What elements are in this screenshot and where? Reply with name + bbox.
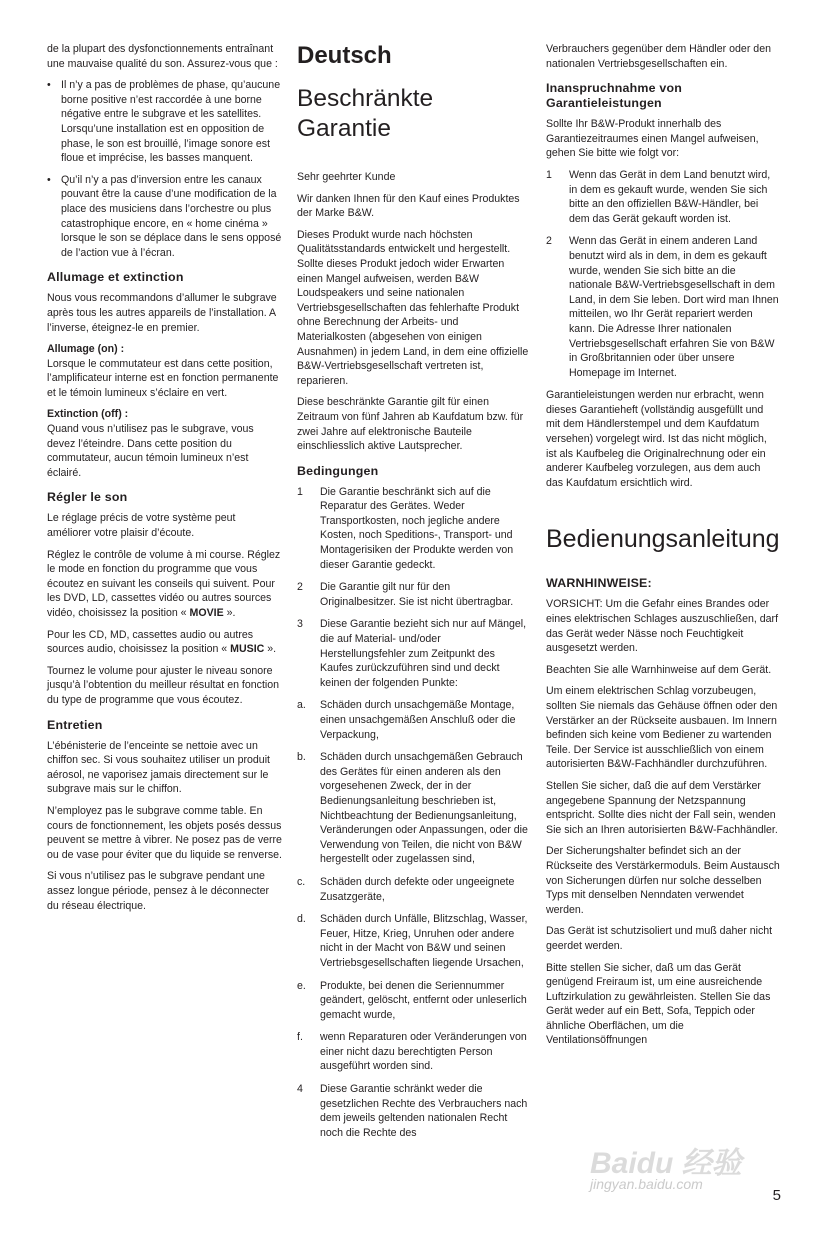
list-item: 1 Wenn das Gerät in dem Land benutzt wird, in dem es gekauft wurde, wenden Sie sich bitte an den offiziellen B&W-Händler, bei dem das Gerät gekauft worden ist. xyxy=(546,168,771,225)
paragraph: Bitte stellen Sie sicher, daß um das Gerät genügend Freiraum ist, um eine ausreichende Luftzirkulation zu gewährleisten. Stellen Sie das Gerät weder auf ein Bett, Sofa, Teppich oder ähnliche Oberflächen, um die Ventilationsöffnungen xyxy=(546,961,771,1047)
page-number: 5 xyxy=(772,1187,781,1204)
page-title: Beschränkte Garantie xyxy=(297,85,434,142)
greeting: Sehr geehrter Kunde xyxy=(297,171,396,183)
list-item: c. Schäden durch defekte oder ungeeignete Zusatzgeräte, xyxy=(297,875,515,903)
paragraph: Sollte Ihr B&W-Produkt innerhalb des Garantiezeitraumes einen Mangel aufweisen, gehen Sie bitte wie folgt vor: xyxy=(546,118,759,160)
paragraph: Der Sicherungshalter befindet sich an der Rückseite des Verstärkermoduls. Beim Austausch von Sicherungen dürfen nur solche desselben Typs mit denselben Nenndaten verwendet werden. xyxy=(546,845,780,916)
paragraph-off: Extinction (off) : Quand vous n’utilisez pas le subgrave, vous devez l’éteindre. Dans cette position du commutateur, aucun témoin lumineux n’est éclairé. xyxy=(47,407,282,480)
intro-paragraph: de la plupart des dysfonctionnements entraînant une mauvaise qualité du son. Assurez-vous que : xyxy=(47,43,278,70)
list-item: 3 Diese Garantie bezieht sich nur auf Mängel, die auf Material- und/oder Herstellungsfehler zum Zeitpunkt des Kaufes zurückzuführen sind und deckt keinen der folgenden Punkte: xyxy=(297,618,527,689)
heading-regler: Régler le son xyxy=(47,490,128,505)
paragraph: Tournez le volume pour ajuster le niveau sonore jusqu’à l’obtention du meilleur résultat en fonction du type de programme que vous écoutez. xyxy=(47,664,280,706)
list-item: f. wenn Reparaturen oder Veränderungen von einer nicht dazu berechtigten Person ausgeführt worden sind. xyxy=(297,1031,527,1073)
bullet-icon: • xyxy=(47,79,51,92)
paragraph: Beachten Sie alle Warnhinweise auf dem Gerät. xyxy=(546,663,772,676)
paragraph: Diese beschränkte Garantie gilt für einen Zeitraum von fünf Jahren ab Kaufdatum bzw. für zwei Jahre auf elektronische Bauteile einschliesslich aktive Lautsprecher. xyxy=(297,396,524,453)
paragraph: Dieses Produkt wurde nach höchsten Qualitätsstandards entwickelt und hergestellt. Sollte dieses Produkt jedoch wider Erwarten einen Mangel aufweisen, werden B&W Loudspeakers und seine nationalen Vertriebsgesellschaften das fehlerhafte Produkt ohne Berechnung der Arbeits- und Materialkosten (abgesehen von einigen Ausnahmen) in jedem Land, in dem eine offizielle B&W-Vertriebsgesellschaft vertreten ist, reparieren. xyxy=(297,228,529,387)
paragraph: L’ébénisterie de l’enceinte se nettoie avec un chiffon sec. Si vous souhaitez utiliser un produit aérosol, ne vaporisez jamais directement sur le subgrave mais sur le chiffon. xyxy=(47,739,270,796)
heading-warnhinweise: WARNHINWEISE: xyxy=(546,576,652,591)
conditions-list xyxy=(297,485,529,1141)
bullet-icon: • xyxy=(47,173,51,186)
list-item: • Il n’y a pas de problèmes de phase, qu’aucune borne positive n’est raccordée à une borne négative entre le subgrave et les satellites. Lorsqu’une installation est en opposition de phase, le son est brouillé, l’image sonore est floue et imprécise, les basses manquent. xyxy=(47,79,281,165)
watermark-logo: Baidu 经验 xyxy=(590,1147,742,1180)
list-item: 2 Die Garantie gilt nur für den Originalbesitzer. Sie ist nicht übertragbar. xyxy=(297,581,514,608)
list-item: 4 Diese Garantie schränkt weder die gesetzlichen Rechte des Verbrauchers nach dem jeweils geltenden nationalen Recht noch die Rechte des xyxy=(297,1083,528,1139)
paragraph: VORSICHT: Um die Gefahr eines Brandes oder eines elektrischen Schlages auszuschließen, darf das Gerät weder Nässe noch Feuchtigkeit ausgesetzt werden. xyxy=(546,598,779,655)
heading-inanspruchnahme: Inanspruchnahme von Garantieleistungen xyxy=(546,81,682,111)
paragraph: Wir danken Ihnen für den Kauf eines Produktes der Marke B&W. xyxy=(297,192,520,220)
column-service xyxy=(546,42,780,1055)
list-item: 1 Die Garantie beschränkt sich auf die Reparatur des Gerätes. Weder Transportkosten, noch jegliche andere Kosten, noch Speditions-, Transport- und Montagerisiken der Produkte werden von dieser Garantie gedeckt. xyxy=(297,485,514,571)
section-title: Bedienungsanleitung xyxy=(546,525,780,554)
list-item: d. Schäden durch Unfälle, Blitzschlag, Wasser, Feuer, Hitze, Krieg, Unruhen oder andere nicht in der Macht von B&W und seinen Vertriebsgesellschaften liegende Ursachen, xyxy=(297,913,528,969)
paragraph: Stellen Sie sicher, daß die auf dem Verstärker angegebene Spannung der Netzspannung entspricht. Sollte dies nicht der Fall sein, wenden Sie sich an Ihren autorisierten B&W-Fachhändler. xyxy=(546,779,778,836)
subheading-off: Extinction (off) : xyxy=(47,408,129,421)
paragraph: Si vous n’utilisez pas le subgrave pendant une assez longue période, pensez à le déconnecter du réseau électrique. xyxy=(47,870,270,912)
paragraph: Pour les CD, MD, cassettes audio ou autres sources audio, choisissez la position « MUSIC ». xyxy=(47,628,277,656)
music-label: MUSIC xyxy=(230,643,265,656)
paragraph: Nous vous recommandons d’allumer le subgrave après tous les autres appareils de l’installation. A l’inverse, éteignez-le en premier. xyxy=(47,292,277,334)
heading-allumage: Allumage et extinction xyxy=(47,270,184,285)
check-list xyxy=(47,78,282,260)
list-item: e. Produkte, bei denen die Seriennummer geändert, gelöscht, entfernt oder unleserlich gemacht wurde, xyxy=(297,979,527,1021)
paragraph: Um einem elektrischen Schlag vorzubeugen, sollten Sie niemals das Gehäuse öffnen oder den Verstärker an der Rückseite ausbauen. Im Innern befinden sich keine vom Bediener zu wartenden Teile. Der Service ist ausschließlich von einem autorisierten B&W-Fachhändler durchzuführen. xyxy=(546,685,778,771)
column-french xyxy=(47,42,282,920)
paragraph: N’employez pas le subgrave comme table. En cours de fonctionnement, les objets posés dessus peuvent se mettre à vibrer. Ne posez pas de verre ou de vase pour éviter que du liquide se renverse. xyxy=(47,804,282,861)
paragraph: Das Gerät ist schutzisoliert und muß daher nicht geerdet werden. xyxy=(546,925,773,952)
paragraph: Garantieleistungen werden nur erbracht, wenn dieses Garantieheft (vollständig ausgefüllt und mit dem Händlerstempel und dem Kaufdatum versehen) vorgelegt wird. Ist das nicht möglich, ist als Kaufbeleg die Originalrechnung oder ein anderer Kaufbeleg vorzulegen, aus dem auch das Kaufdatum ersichtlich wird. xyxy=(546,389,767,489)
service-list xyxy=(546,168,780,380)
subheading-on: Allumage (on) : xyxy=(47,343,125,356)
continued-paragraph: Verbrauchers gegenüber dem Händler oder den nationalen Vertriebsgesellschaften ein. xyxy=(546,43,771,70)
column-warranty xyxy=(297,42,529,1148)
list-item: b. Schäden durch unsachgemäßen Gebrauch des Gerätes für einen anderen als den vorgesehenen Zweck, der in der Bedienungsanleitung beschrieben ist, Nichtbeachtung der Bedienungsanleitung, Veränderungen oder Anpassungen, oder die Verwendung von Teilen, die nicht von B&W hergestellt oder zugelassen sind, xyxy=(297,751,528,866)
heading-entretien: Entretien xyxy=(47,717,103,732)
movie-label: MOVIE xyxy=(189,607,224,619)
paragraph: Le réglage précis de votre système peut améliorer votre plaisir d’écoute. xyxy=(47,512,236,540)
paragraph: Réglez le contrôle de volume à mi course. Réglez le mode en fonction du programme que vous écoutez en suivant les conseils qui suivent. Pour les DVD, LD, cassettes vidéo ou autres sources vidéo, choisissez la position « MOVIE ». xyxy=(47,548,281,619)
list-item: 2 Wenn das Gerät in einem anderen Land benutzt wird als in dem, in dem es gekauft wurde, wenden Sie sich bitte an die nationale B&W-Vertriebsgesellschaft in dem Land, in dem Sie leben. Dort wird man Ihnen mitteilen, wo Ihr Gerät repariert werden kann. Die Adresse Ihrer nationalen Vertriebsgesellschaft erfahren Sie von B&W in Großbritannien oder über unsere Homepage im Internet. xyxy=(546,235,779,379)
list-item: a. Schäden durch unsachgemäße Montage, einen unsachgemäßen Anschluß oder die Verpackung, xyxy=(297,699,516,741)
list-item: • Qu’il n’y a pas d’inversion entre les canaux pouvant être la cause d’une modification de la place des musiciens dans l’orchestre ou plus catastrophique encore, en « home cinéma » lorsque le son se déplace dans le sens opposé de l’action vue à l’écran. xyxy=(47,173,282,259)
paragraph-on: Allumage (on) : Lorsque le commutateur est dans cette position, l’amplificateur interne est en fonction permanente et le témoin lumineux s’éclaire en vert. xyxy=(47,342,282,400)
watermark-url: jingyan.baidu.com xyxy=(590,1176,703,1192)
heading-bedingungen: Bedingungen xyxy=(297,463,379,478)
language-heading: Deutsch xyxy=(297,42,392,69)
